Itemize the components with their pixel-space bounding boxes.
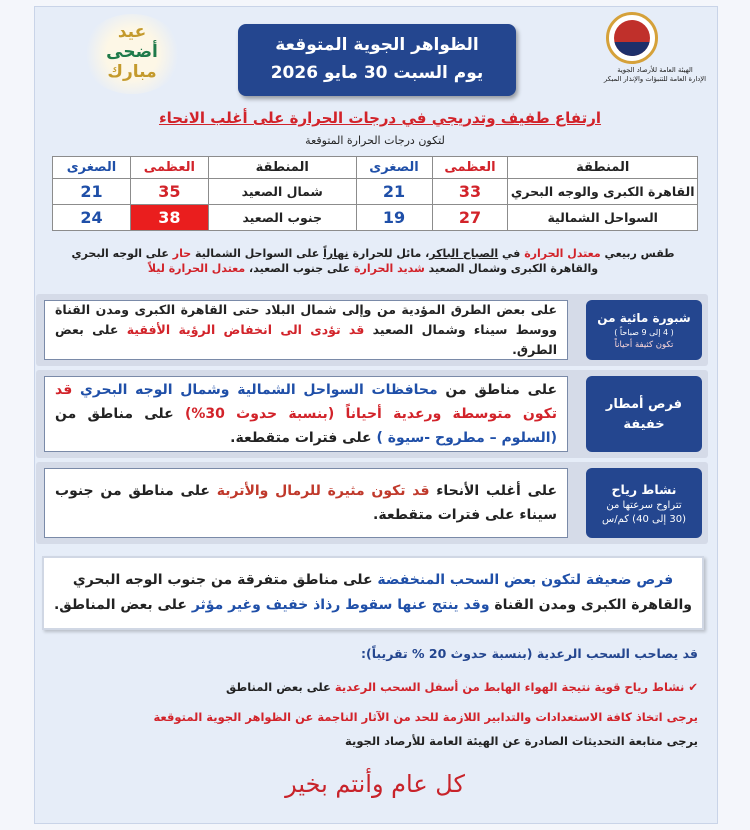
closing-greeting: كل عام وأنتم بخير [285, 770, 465, 798]
min-cell: 21 [53, 179, 131, 205]
precaution-note: يرجى اتخاذ كافة الاستعدادات والتدابير اللازمة للحد من الآثار الناجمة عن الظواهر الجوية المتوقعة [153, 710, 698, 724]
min-cell: 24 [53, 205, 131, 231]
max-cell: 35 [130, 179, 208, 205]
header-min: الصغرى [53, 157, 131, 179]
max-cell: 33 [432, 179, 508, 205]
header-max: العظمى [432, 157, 508, 179]
fog-text: على بعض الطرق المؤدية من وإلى شمال البلاد حتى القاهرة الكبرى ومدن القناة ووسط سيناء وشمال الصعيد قد تؤدى الى انخفاض الرؤية الأفقية على بعض الطرق. [44, 300, 568, 360]
adha-word: أضحى [106, 42, 158, 62]
header-max: العظمى [130, 157, 208, 179]
clouds-panel: فرص ضعيفة لتكون بعض السحب المنخفضة على مناطق متفرقة من جنوب الوجه البحري والقاهرة الكبرى ومدن القناة وقد ينتج عنها سقوط رذاذ خفيف وغير مؤثر على بعض المناطق. [42, 556, 704, 630]
headline: ارتفاع طفيف وتدريجي في درجات الحرارة على أغلب الانحاء [158, 109, 602, 127]
wind-panel [36, 462, 708, 544]
follow-note: يرجى متابعة التحديثات الصادرة عن الهيئة العامة للأرصاد الجوية [345, 734, 698, 748]
rain-panel [36, 370, 708, 458]
header-min: الصغرى [356, 157, 432, 179]
header-region: المنطقة [208, 157, 356, 179]
rain-label: فرص أمطار خفيفة [586, 376, 702, 452]
header-region: المنطقة [508, 157, 698, 179]
min-cell: 21 [356, 179, 432, 205]
org-name: الهيئة العامة للأرصاد الجوية الإدارة العامة للتنبؤات والإنذار المبكر [603, 66, 707, 83]
page-title: الظواهر الجوية المتوقعة [275, 35, 479, 55]
region-cell: جنوب الصعيد [208, 205, 356, 231]
max-cell: 27 [432, 205, 508, 231]
eid-word: عيد [117, 22, 147, 42]
table-caption: لتكون درجات الحرارة المتوقعة [305, 134, 445, 147]
wind-text: على أغلب الأنحاء قد تكون مثيرة للرمال والأتربة على مناطق من جنوب سيناء على فترات متقطعة. [44, 468, 568, 538]
page-date: يوم السبت 30 مايو 2026 [270, 63, 484, 83]
check-icon: ✔ [688, 680, 698, 694]
wind-note: ✔ نشاط رياح قوية نتيجة الهواء الهابط من أسفل السحب الرعدية على بعض المناطق [226, 680, 698, 694]
weather-summary: طقس ربيعي معتدل الحرارة في الصباح الباكر، مائل للحرارة نهاراً على السواحل الشمالية حار على الوجه البحري والقاهرة الكبرى وشمال الصعيد شديد الحرارة على جنوب الصعيد، معتدل الحرارة ليلاً [71, 247, 675, 275]
temperature-table [52, 156, 698, 231]
fog-label: شبورة مائية من ( 4 إلى 9 صباحاً ) تكون كثيفة أحياناً [586, 300, 702, 360]
mubarak-word: مبارك [107, 62, 157, 82]
region-cell: السواحل الشمالية [508, 205, 698, 231]
region-cell: القاهرة الكبرى والوجه البحري [508, 179, 698, 205]
table-header-row [53, 157, 698, 179]
table-row [53, 179, 698, 205]
thunder-note: قد يصاحب السحب الرعدية (بنسبة حدوث 20 % تقريباً): [361, 646, 698, 661]
fog-panel [36, 294, 708, 366]
max-cell-highlight: 38 [130, 205, 208, 231]
region-cell: شمال الصعيد [208, 179, 356, 205]
wind-label: نشاط رياح تتراوح سرعتها من (30 إلى 40) كم/س [586, 468, 702, 538]
title-box [238, 24, 516, 96]
table-row [53, 205, 698, 231]
rain-text: على مناطق من محافظات السواحل الشمالية وشمال الوجه البحري قد تكون متوسطة ورعدية أحياناً (بنسبة حدوث 30%) على مناطق من (السلوم – مطروح -سيوة ) على فترات متقطعة. [44, 376, 568, 452]
eid-greeting-logo [82, 14, 182, 94]
min-cell: 19 [356, 205, 432, 231]
ema-logo-icon [606, 12, 658, 64]
